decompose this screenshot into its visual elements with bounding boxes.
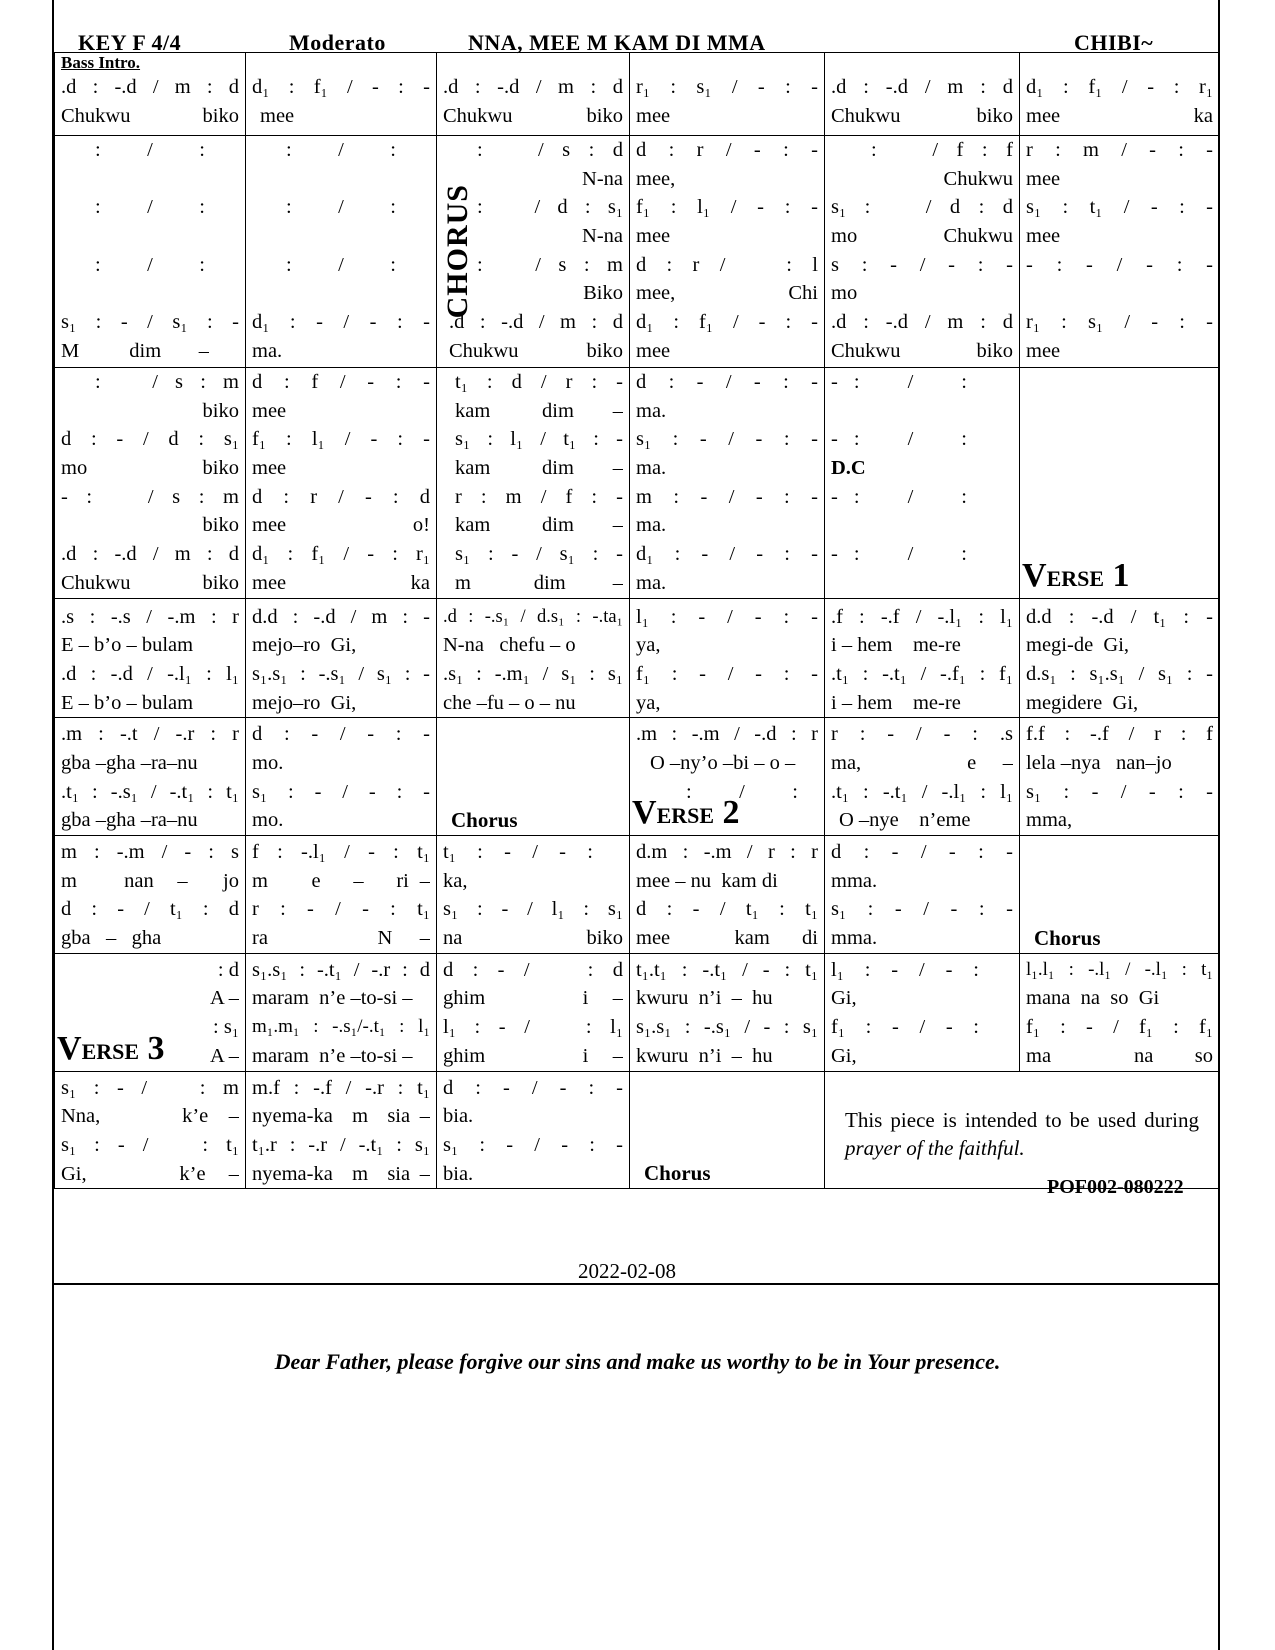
- score-cell: [437, 136, 630, 368]
- solfa-line: : / :: [95, 196, 205, 219]
- lyric-line: na biko: [443, 927, 623, 950]
- solfa-line: d : - / - : -: [831, 841, 1013, 863]
- lyric-line: [95, 279, 205, 308]
- score-cell: [55, 136, 246, 368]
- score-cell: [55, 718, 246, 836]
- solfa-line: .d : -.d / m : d: [61, 543, 239, 566]
- lyric-line: gba –gha –ra–nu: [61, 751, 198, 774]
- lyric-line: mee o!: [252, 514, 430, 537]
- solfa-line: m₁.m₁ : -.s₁/-.t₁ : l₁: [252, 1016, 430, 1038]
- solfa-line: .m : -.m / -.d : r: [636, 723, 818, 746]
- lyric-line: ya,: [636, 634, 661, 657]
- lyric-line: maram n’e –to-si –: [252, 987, 413, 1010]
- solfa-line: d.s₁ : s₁.s₁ / s₁ : -: [1026, 662, 1213, 685]
- solfa-line: t₁.r : -.r / -.t₁ : s₁: [252, 1133, 430, 1156]
- solfa-line: f₁ : - / - : -: [636, 662, 818, 685]
- score-cell: [825, 953, 1020, 1071]
- solfa-line: t₁ : - / - :: [443, 841, 593, 863]
- solfa-line: f₁ : - / f₁ : f₁: [1026, 1016, 1213, 1039]
- score-cell: [246, 953, 437, 1071]
- solfa-line: s₁ : - / l₁ : s₁: [443, 898, 623, 921]
- solfa-line: d₁ : f₁ / - : r₁: [1026, 76, 1213, 98]
- solfa-line: f : -.l₁ / - : t₁: [252, 841, 430, 863]
- score-cell: [630, 598, 825, 718]
- solfa-line: : / :: [286, 196, 396, 219]
- lyric-line: mee: [1026, 167, 1061, 190]
- lyric-line: nyema-ka m sia –: [252, 1105, 430, 1128]
- solfa-line: d₁ : - / - : -: [636, 543, 818, 566]
- lyric-line: ghim i –: [443, 1044, 623, 1067]
- lyric-line: Biko: [583, 282, 623, 305]
- score-cell: [246, 836, 437, 954]
- solfa-line: : / :: [95, 139, 205, 161]
- score-cell: [825, 836, 1020, 954]
- solfa-line: d : - / : d: [443, 958, 623, 981]
- lyric-line: [831, 569, 967, 598]
- score-cell: [630, 718, 825, 836]
- usage-note-text: This piece is intended to be used during: [845, 1107, 1199, 1132]
- composer-name: CHIBI~: [1074, 30, 1154, 55]
- lyric-line: A –: [209, 987, 239, 1010]
- solfa-line: s₁ : - / - : -: [1026, 780, 1213, 803]
- solfa-score: [54, 52, 1220, 1189]
- solfa-line: f₁ : l₁ / - : -: [636, 196, 818, 219]
- solfa-line: d : - / t₁ : t₁: [636, 898, 818, 921]
- lyric-line: N-na chefu – o: [443, 634, 576, 657]
- score-cell: [55, 368, 246, 599]
- solfa-line: s : - / - : -: [831, 253, 1013, 276]
- score-row: [55, 368, 1220, 599]
- score-row: [55, 718, 1220, 836]
- lyric-line: mana na so Gi: [1026, 987, 1160, 1010]
- lyric-line: mee ka: [252, 571, 430, 594]
- score-cell: [437, 53, 630, 136]
- score-cell: [1020, 368, 1220, 599]
- solfa-line: .t₁ : -.t₁ / -.l₁ : l₁: [831, 780, 1013, 803]
- verse-label-word: ERSE: [81, 1038, 140, 1064]
- lyric-line: mee: [636, 104, 671, 127]
- score-cell: [630, 836, 825, 954]
- da-capo-marking: D.C: [831, 457, 866, 480]
- solfa-line: .t₁ : -.t₁ / -.f₁ : f₁: [831, 662, 1013, 685]
- lyric-line: mma.: [831, 927, 878, 950]
- prayer-line: Dear Father, please forgive our sins and make us worthy to be in Your presence.: [274, 1349, 1001, 1374]
- lyric-line: kam dim –: [455, 399, 623, 422]
- lyric-line: megi-de Gi,: [1026, 634, 1130, 657]
- solfa-line: s₁.s₁ : -.t₁ / -.r : d: [252, 958, 430, 981]
- score-cell: [630, 368, 825, 599]
- chorus-cue: Chorus: [644, 1161, 711, 1186]
- solfa-line: d₁ : f₁ / - : -: [252, 76, 430, 98]
- lyric-line: mo: [831, 282, 858, 305]
- lyric-line: Gi,: [831, 987, 857, 1010]
- solfa-line: s₁ : - / : t₁: [61, 1133, 239, 1156]
- bass-intro-label: Bass Intro.: [61, 53, 141, 72]
- solfa-line: .s₁ : -.m₁ / s₁ : s₁: [443, 662, 623, 685]
- score-cell: [437, 598, 630, 718]
- lyric-line: gba –gha –ra–nu: [61, 809, 198, 832]
- score-cell: [1020, 53, 1220, 136]
- score-cell: [630, 53, 825, 136]
- lyric-line: biko: [202, 399, 239, 422]
- tempo-marking: Moderato: [289, 30, 386, 55]
- lyric-line: Gi,: [831, 1044, 857, 1067]
- solfa-line: .d : -.s₁ / d.s₁ : -.ta₁: [443, 606, 623, 627]
- lyric-line: ma.: [252, 339, 283, 362]
- score-row-verse-1: [55, 598, 1220, 718]
- solfa-line: s₁ : - / - : -: [443, 1133, 623, 1156]
- score-cell: [55, 53, 246, 136]
- solfa-line: : / :: [286, 139, 396, 161]
- lyric-line: ma.: [636, 514, 667, 537]
- lyric-line: i – hem me-re: [831, 634, 961, 657]
- lyric-line: mo Chukwu: [831, 225, 1013, 248]
- lyric-line: Chukwu biko: [831, 104, 1013, 127]
- lyric-line: mma.: [831, 869, 878, 892]
- verse-1-label: [1022, 556, 1130, 596]
- usage-note-emphasis: prayer of the faithful.: [845, 1135, 1025, 1160]
- lyric-line: Chukwu biko: [61, 104, 239, 127]
- solfa-line: t₁ : d / r : -: [455, 371, 623, 393]
- solfa-line: .f : -.f / -.l₁ : l₁: [831, 605, 1013, 628]
- solfa-line: d.m : -.m / r : r: [636, 841, 818, 863]
- score-cell: [437, 1071, 630, 1189]
- score-cell: [825, 598, 1020, 718]
- lyric-line: mee: [252, 399, 287, 422]
- lyric-line: biko: [202, 514, 239, 537]
- score-cell: [246, 598, 437, 718]
- lyric-line: O –ny’o –bi – o –: [650, 751, 796, 774]
- lyric-line: i – hem me-re: [831, 691, 961, 714]
- lyric-line: mo.: [252, 751, 284, 774]
- lyric-line: ma.: [636, 399, 667, 422]
- solfa-line: r : m / - : -: [1026, 139, 1213, 161]
- solfa-line: d : - / - : -: [443, 1076, 623, 1099]
- lyric-line: mee: [1026, 339, 1061, 362]
- score-cell: [1020, 836, 1220, 954]
- score-cell: [630, 953, 825, 1071]
- solfa-line: r₁ : s₁ / - : -: [1026, 311, 1213, 334]
- score-row: [55, 836, 1220, 954]
- solfa-line: m : - / - : -: [636, 485, 818, 508]
- verse-label-initial: V: [1022, 556, 1047, 594]
- lyric-line: mee: [1026, 225, 1061, 248]
- lyric-line: ghim i –: [443, 987, 623, 1010]
- solfa-line: l₁ : - / : l₁: [443, 1016, 623, 1039]
- lyric-line: [1026, 279, 1213, 308]
- lyric-line: mee kam di: [636, 927, 818, 950]
- verse-label-number: 3: [147, 1029, 165, 1067]
- lyric-line: mee: [252, 457, 287, 480]
- solfa-line: s₁ : / d : d: [831, 196, 1013, 219]
- document-date: 2022-02-08: [578, 1259, 676, 1283]
- chorus-cue: Chorus: [451, 808, 518, 832]
- lyric-line: [95, 165, 205, 194]
- solfa-line: m : -.m / - : s: [61, 841, 239, 863]
- solfa-line: : / :: [95, 253, 205, 276]
- solfa-line: .t₁ : -.s₁ / -.t₁ : t₁: [61, 780, 239, 803]
- solfa-line: d : r / : l: [636, 253, 818, 276]
- solfa-line: : / f : f: [871, 139, 1013, 161]
- key-signature: KEY F 4/4: [78, 30, 182, 55]
- lyric-line: kwuru n’i – hu: [636, 987, 773, 1010]
- lyric-line: m e – ri –: [252, 869, 430, 892]
- score-cell: [246, 718, 437, 836]
- solfa-line: s₁.s₁ : -.s₁ / - : s₁: [636, 1016, 818, 1039]
- score-row-chorus: [55, 136, 1220, 368]
- solfa-line: : / s : m: [477, 253, 623, 276]
- solfa-line: r : - / - : t₁: [252, 898, 430, 921]
- score-cell: [437, 718, 630, 836]
- verse-label-number: 1: [1112, 556, 1130, 594]
- solfa-line: f₁ : - / - :: [831, 1016, 979, 1039]
- lyric-line: maram n’e –to-si –: [252, 1044, 413, 1067]
- lyric-line: N-na: [582, 225, 623, 248]
- lyric-line: mma,: [1026, 809, 1073, 832]
- solfa-line: s₁ : l₁ / t₁ : -: [455, 428, 623, 451]
- lyric-line: Gi, k’e –: [61, 1162, 239, 1185]
- lyric-line: ma.: [636, 571, 667, 594]
- solfa-line: : d: [217, 958, 239, 981]
- lyric-line: mee,: [636, 167, 676, 190]
- lyric-line: mo biko: [61, 457, 239, 480]
- lyric-line: Chukwu biko: [449, 339, 623, 362]
- lyric-line: [286, 165, 396, 194]
- score-cell: [437, 953, 630, 1071]
- lyric-line: mee, Chi: [636, 282, 818, 305]
- score-cell: [1020, 136, 1220, 368]
- solfa-line: .m : -.t / -.r : r: [61, 723, 239, 746]
- score-cell: [825, 136, 1020, 368]
- song-title: NNA, MEE M KAM DI MMA: [468, 30, 766, 55]
- score-cell: [246, 1071, 437, 1189]
- solfa-line: : / d : s₁: [477, 196, 623, 219]
- verse-2-label: [632, 796, 740, 833]
- verse-label-initial: V: [632, 794, 657, 831]
- lyric-line: ka,: [443, 869, 468, 892]
- solfa-line: : / s : d: [477, 139, 623, 161]
- solfa-line: .d : -.d / -.l₁ : l₁: [61, 662, 239, 685]
- lyric-line: che –fu – o – nu: [443, 691, 576, 714]
- chorus-vertical-label: CHORUS: [441, 184, 474, 319]
- lyric-line: E – b’o – bulam: [61, 634, 194, 657]
- solfa-line: - : / :: [831, 371, 967, 393]
- score-cell: [630, 136, 825, 368]
- score-cell: [1020, 953, 1220, 1071]
- solfa-line: s₁ : - / - : -: [831, 898, 1013, 921]
- solfa-line: - : / :: [831, 543, 967, 566]
- lyric-line: mo.: [252, 809, 284, 832]
- solfa-line: d.d : -.d / t₁ : -: [1026, 605, 1213, 628]
- solfa-line: l₁ : - / - : -: [636, 605, 818, 628]
- solfa-line: .d : -.d / m : d: [831, 311, 1013, 334]
- lyric-line: ra N –: [252, 927, 430, 950]
- solfa-line: d : r / - : -: [636, 139, 818, 161]
- lyric-line: kam dim –: [455, 514, 623, 537]
- solfa-line: s₁ : - / s₁ : -: [455, 543, 623, 566]
- score-row: [55, 1071, 1220, 1189]
- solfa-line: .d : -.d / m : d: [443, 76, 623, 98]
- lyric-line: lela –nya nan–jo: [1026, 751, 1172, 774]
- score-cell: [246, 53, 437, 136]
- lyric-line: m nan – jo: [61, 869, 239, 892]
- solfa-line: m.f : -.f / -.r : t₁: [252, 1076, 430, 1099]
- verse-label-word: ERSE: [656, 803, 715, 828]
- solfa-line: s₁ : - / - : -: [252, 780, 430, 803]
- lyric-line: Chukwu biko: [443, 104, 623, 127]
- lyric-line: ma, e –: [831, 751, 1013, 774]
- solfa-line: r : m / f : -: [455, 485, 623, 508]
- solfa-line: - : / s : m: [61, 485, 239, 508]
- score-row-verse-3: [55, 953, 1220, 1071]
- verse-label-word: ERSE: [1046, 565, 1105, 591]
- score-cell: [55, 598, 246, 718]
- lyric-line: nyema-ka m sia –: [252, 1162, 430, 1185]
- lyric-line: Chukwu biko: [61, 571, 239, 594]
- footer-divider: [54, 1283, 1219, 1285]
- verse-label-initial: V: [57, 1029, 82, 1067]
- solfa-line: d : - / d : s₁: [61, 428, 239, 451]
- score-cell: [55, 953, 246, 1071]
- lyric-line: kwuru n’i – hu: [636, 1044, 773, 1067]
- score-cell: [55, 1071, 246, 1189]
- score-cell: [437, 368, 630, 599]
- solfa-line: d₁ : f₁ / - : -: [636, 311, 818, 334]
- score-cell: [1020, 598, 1220, 718]
- solfa-line: d₁ : - / - : -: [252, 311, 430, 334]
- solfa-line: r₁ : s₁ / - : -: [636, 76, 818, 98]
- lyric-line: [95, 222, 205, 251]
- lyric-line: mee: [636, 339, 671, 362]
- lyric-line: mee: [636, 225, 671, 248]
- score-cell: [825, 368, 1020, 599]
- verse-3-label: [57, 1029, 165, 1069]
- score-cell: [246, 136, 437, 368]
- solfa-line: - : / :: [831, 485, 967, 508]
- solfa-line: : / :: [686, 780, 798, 803]
- lyric-line: bia.: [443, 1162, 474, 1185]
- solfa-line: d.d : -.d / m : -: [252, 605, 430, 628]
- chorus-cue: Chorus: [1034, 925, 1101, 950]
- solfa-line: s₁ : - / : m: [61, 1076, 239, 1099]
- lyric-line: Chukwu biko: [831, 339, 1013, 362]
- score-cell: [825, 53, 1020, 136]
- score-cell: [1020, 718, 1220, 836]
- score-cell: [246, 368, 437, 599]
- lyric-line: N-na: [582, 167, 623, 190]
- solfa-line: d : - / t₁ : d: [61, 898, 239, 921]
- lyric-line: E – b’o – bulam: [61, 691, 194, 714]
- solfa-line: d : - / - : -: [636, 371, 818, 393]
- lyric-line: M dim –: [61, 339, 209, 362]
- score-row-intro: [55, 53, 1220, 136]
- solfa-line: : / :: [286, 253, 396, 276]
- lyric-line: [831, 397, 967, 426]
- lyric-line: Chukwu: [943, 167, 1013, 190]
- usage-note-cell: [825, 1071, 1220, 1189]
- solfa-line: d₁ : f₁ / - : r₁: [252, 543, 430, 566]
- lyric-line: kam dim –: [455, 457, 623, 480]
- lyric-line: ma na so: [1026, 1044, 1213, 1067]
- solfa-line: l₁ : - / - :: [831, 958, 979, 981]
- verse-label-number: 2: [722, 794, 740, 831]
- solfa-line: .d : -.d / m : d: [61, 76, 239, 98]
- score-cell: [630, 1071, 825, 1189]
- lyric-line: ya,: [636, 691, 661, 714]
- score-cell: [55, 836, 246, 954]
- solfa-line: d : - / - : -: [252, 723, 430, 746]
- lyric-line: ma.: [636, 457, 667, 480]
- solfa-line: s₁ : - / s₁ : -: [61, 311, 239, 334]
- solfa-line: : / s : m: [95, 371, 239, 393]
- score-cell: [437, 836, 630, 954]
- lyric-line: mee – nu kam di: [636, 869, 778, 892]
- solfa-line: l₁.l₁ : -.l₁ / -.l₁ : t₁: [1026, 958, 1213, 980]
- lyric-line: mejo–ro Gi,: [252, 691, 357, 714]
- lyric-line: [286, 222, 396, 251]
- lyric-line: Nna, k’e –: [61, 1105, 239, 1128]
- solfa-line: s₁.s₁ : -.s₁ / s₁ : -: [252, 662, 430, 685]
- solfa-line: - : - / - : -: [1026, 253, 1213, 276]
- lyric-line: A –: [209, 1044, 239, 1067]
- lyric-line: mejo–ro Gi,: [252, 634, 357, 657]
- solfa-line: : s₁: [213, 1016, 239, 1039]
- solfa-line: r : - / - : .s: [831, 723, 1013, 746]
- solfa-line: .s : -.s / -.m : r: [61, 605, 239, 628]
- document-code: POF002-080222: [1047, 1176, 1184, 1198]
- lyric-line: [831, 511, 967, 540]
- solfa-line: t₁.t₁ : -.t₁ / - : t₁: [636, 958, 818, 981]
- lyric-line: O –nye n’eme: [839, 809, 971, 832]
- solfa-line: f.f : -.f / r : f: [1026, 723, 1213, 746]
- solfa-line: d : r / - : d: [252, 485, 430, 508]
- lyric-line: gba – gha: [61, 927, 162, 950]
- solfa-line: .d : -.d / m : d: [449, 311, 623, 334]
- solfa-line: s₁ : - / - : -: [636, 428, 818, 451]
- usage-note: [831, 1072, 1213, 1162]
- solfa-line: d : f / - : -: [252, 371, 430, 393]
- lyric-line: megidere Gi,: [1026, 691, 1139, 714]
- solfa-line: .d : -.d / m : d: [831, 76, 1013, 98]
- lyric-line: [286, 279, 396, 308]
- lyric-line: bia.: [443, 1105, 474, 1128]
- solfa-line: f₁ : l₁ / - : -: [252, 428, 430, 451]
- solfa-line: s₁ : t₁ / - : -: [1026, 196, 1213, 219]
- lyric-line: mee ka: [1026, 104, 1213, 127]
- solfa-line: - : / :: [831, 428, 967, 451]
- lyric-line: m dim –: [455, 571, 623, 594]
- score-cell: [825, 718, 1020, 836]
- lyric-line: mee: [260, 104, 295, 127]
